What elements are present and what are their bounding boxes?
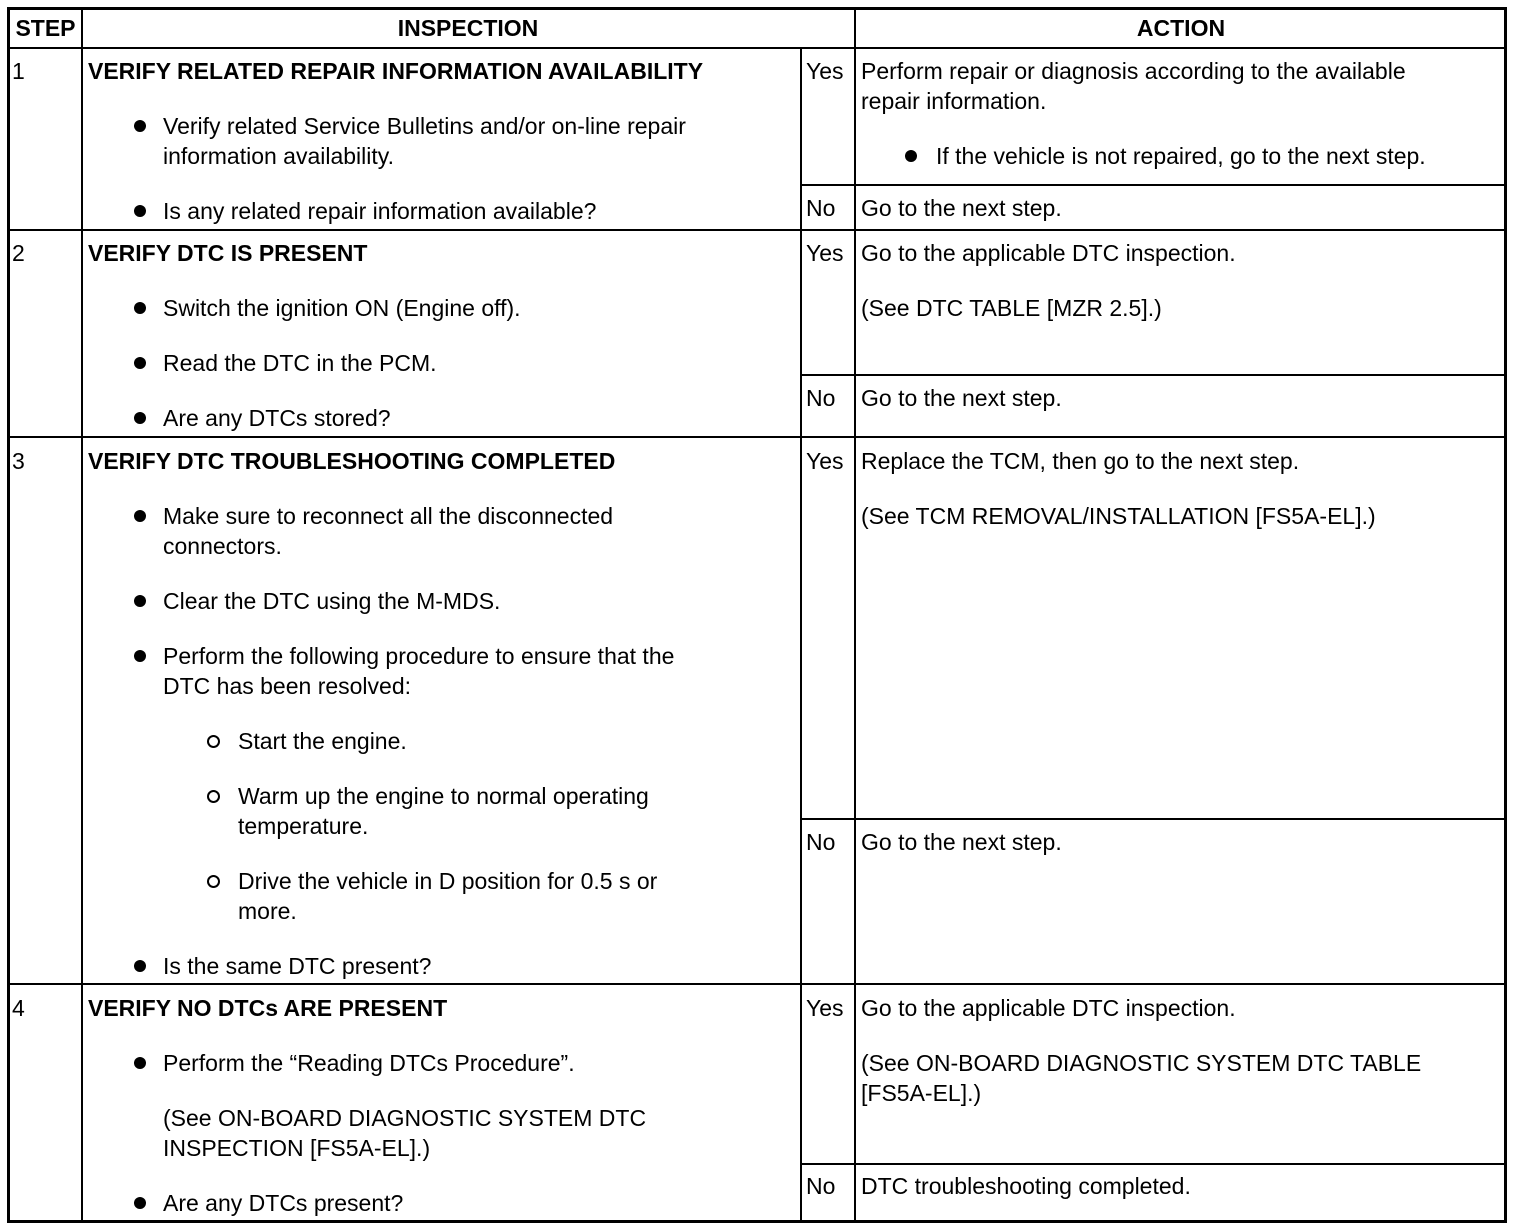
- no-action: DTC troubleshooting completed.: [861, 1173, 1191, 1199]
- yes-action: (See DTC TABLE [MZR 2.5].): [861, 295, 1162, 321]
- inspection-column-rule: [800, 48, 802, 1222]
- inspection-item: INSPECTION [FS5A-EL].): [163, 1135, 431, 1161]
- step-number: 1: [12, 58, 25, 84]
- sub-bullet-icon: [207, 875, 220, 888]
- inspection-item: DTC has been resolved:: [163, 673, 412, 699]
- header-action: ACTION: [1136, 15, 1226, 41]
- yes-action: Replace the TCM, then go to the next step.: [861, 448, 1300, 474]
- header-rule: [8, 47, 1506, 49]
- no-action: Go to the next step.: [861, 385, 1062, 411]
- action-column-rule: [854, 8, 856, 1222]
- yes-label: Yes: [806, 58, 844, 84]
- bullet-icon: [134, 1197, 146, 1209]
- bullet-icon: [134, 120, 146, 132]
- inspection-item: Are any DTCs stored?: [163, 405, 391, 431]
- step4-yes-no-rule: [800, 1163, 1506, 1165]
- bullet-icon: [134, 595, 146, 607]
- no-label: No: [806, 829, 836, 855]
- bullet-icon: [134, 510, 146, 522]
- sub-bullet-icon: [207, 790, 220, 803]
- step1-yes-no-rule: [800, 184, 1506, 186]
- bullet-icon: [134, 1057, 146, 1069]
- step-title: VERIFY NO DTCs ARE PRESENT: [88, 995, 448, 1021]
- inspection-item: Is the same DTC present?: [163, 953, 432, 979]
- no-action: Go to the next step.: [861, 195, 1062, 221]
- inspection-item: (See ON-BOARD DIAGNOSTIC SYSTEM DTC: [163, 1105, 647, 1131]
- bullet-icon: [134, 357, 146, 369]
- yes-action: Go to the applicable DTC inspection.: [861, 995, 1236, 1021]
- yes-label: Yes: [806, 448, 844, 474]
- step-title: VERIFY DTC TROUBLESHOOTING COMPLETED: [88, 448, 616, 474]
- bullet-icon: [134, 302, 146, 314]
- inspection-subitem: Start the engine.: [238, 728, 407, 754]
- step3-yes-no-rule: [800, 818, 1506, 820]
- step-column-rule: [81, 8, 83, 1222]
- row2-rule: [8, 436, 1506, 438]
- inspection-subitem: Drive the vehicle in D position for 0.5 s or: [238, 868, 658, 894]
- step-number: 3: [12, 448, 25, 474]
- yes-label: Yes: [806, 240, 844, 266]
- bullet-icon: [134, 650, 146, 662]
- yes-action: Go to the applicable DTC inspection.: [861, 240, 1236, 266]
- row3-rule: [8, 983, 1506, 985]
- header-step: STEP: [15, 15, 76, 41]
- inspection-subitem: Warm up the engine to normal operating: [238, 783, 649, 809]
- step-title: VERIFY DTC IS PRESENT: [88, 240, 368, 266]
- bullet-icon: [134, 412, 146, 424]
- bullet-icon: [134, 960, 146, 972]
- inspection-item: Make sure to reconnect all the disconnected: [163, 503, 614, 529]
- inspection-item: Clear the DTC using the M-MDS.: [163, 588, 501, 614]
- yes-action: (See ON-BOARD DIAGNOSTIC SYSTEM DTC TABLE: [861, 1050, 1422, 1076]
- inspection-item: connectors.: [163, 533, 282, 559]
- yes-action: (See TCM REMOVAL/INSTALLATION [FS5A-EL].): [861, 503, 1376, 529]
- sub-bullet-icon: [207, 735, 220, 748]
- yes-label: Yes: [806, 995, 844, 1021]
- inspection-item: Are any DTCs present?: [163, 1190, 404, 1216]
- inspection-item: Perform the following procedure to ensure that the: [163, 643, 675, 669]
- inspection-item: Read the DTC in the PCM.: [163, 350, 437, 376]
- yes-action: Perform repair or diagnosis according to the available: [861, 58, 1406, 84]
- no-action: Go to the next step.: [861, 829, 1062, 855]
- inspection-item: Verify related Service Bulletins and/or on-line repair: [163, 113, 686, 139]
- bullet-icon: [905, 150, 917, 162]
- no-label: No: [806, 195, 836, 221]
- step-number: 4: [12, 995, 25, 1021]
- step2-yes-no-rule: [800, 374, 1506, 376]
- step-number: 2: [12, 240, 25, 266]
- inspection-subitem: temperature.: [238, 813, 369, 839]
- bullet-icon: [134, 205, 146, 217]
- inspection-item: Perform the “Reading DTCs Procedure”.: [163, 1050, 575, 1076]
- inspection-subitem: more.: [238, 898, 297, 924]
- header-inspection: INSPECTION: [397, 15, 539, 41]
- row1-rule: [8, 229, 1506, 231]
- no-label: No: [806, 385, 836, 411]
- inspection-item: Switch the ignition ON (Engine off).: [163, 295, 521, 321]
- step-title: VERIFY RELATED REPAIR INFORMATION AVAILABILITY: [88, 58, 704, 84]
- inspection-item: Is any related repair information available?: [163, 198, 597, 224]
- yes-action: [FS5A-EL].): [861, 1080, 982, 1106]
- inspection-item: information availability.: [163, 143, 394, 169]
- yes-action: repair information.: [861, 88, 1047, 114]
- yes-action: If the vehicle is not repaired, go to the next step.: [936, 143, 1426, 169]
- no-label: No: [806, 1173, 836, 1199]
